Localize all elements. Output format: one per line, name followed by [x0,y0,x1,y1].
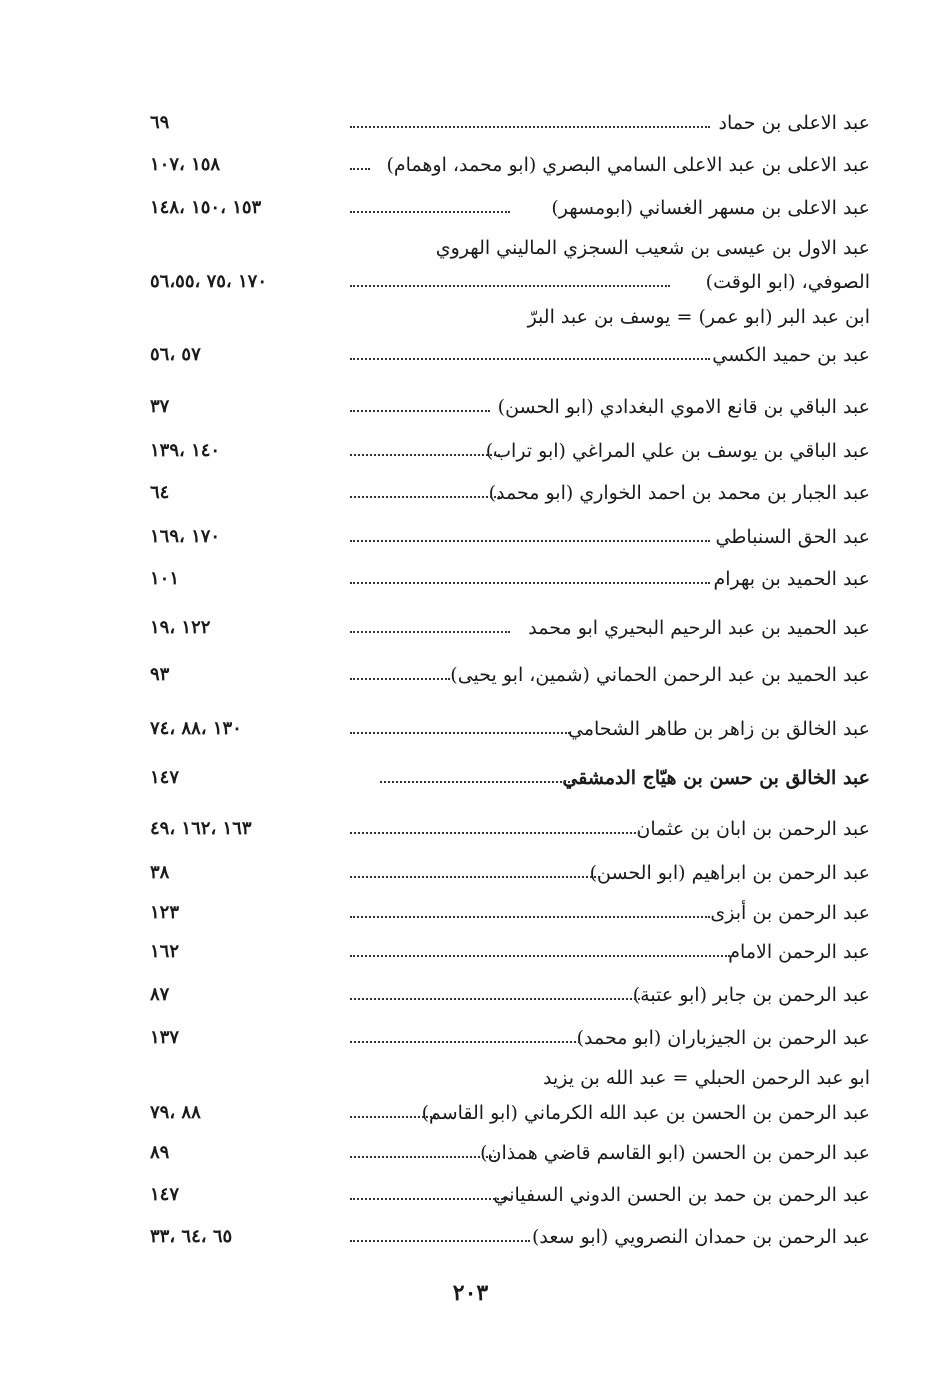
entry-name: عبد الرحمن بن ابراهيم (ابو الحسن) [589,862,870,884]
entry-name: عبد الحميد بن عبد الرحيم البحيري ابو محمد [528,617,870,639]
entry-pages: ٩٣ [150,664,170,685]
index-entry [150,390,870,424]
entry-pages: ١٥٣ ،١٥٠ ،١٤٨ [150,197,262,218]
index-entry [150,935,870,969]
entry-name: عبد الباقي بن يوسف بن علي المراغي (ابو تراب) [485,440,870,462]
entry-pages: ٨٨ ،٧٩ [150,1102,201,1123]
entry-name: عبد الرحمن بن الحسن (ابو القاسم قاضي همذان) [480,1142,870,1164]
entry-name: عبد الخالق بن زاهر بن طاهر الشحامي [568,718,870,740]
entry-name: عبد الاعلى بن حماد [718,112,870,134]
entry-pages: ٦٤ [150,482,170,503]
index-entry [150,106,870,140]
entry-name: عبد الرحمن بن جابر (ابو عتبة) [632,984,870,1006]
index-entry [150,712,870,746]
leader-dots [350,732,570,734]
index-entry [150,1220,870,1254]
leader-dots [350,285,670,287]
entry-pages: ٦٩ [150,112,170,133]
entry-name: عبد الباقي بن قانع الاموي البغدادي (ابو الحسن) [497,396,870,418]
entry-name: عبد الرحمن بن حمد بن الحسن الدوني السفياني [493,1184,870,1206]
leader-dots [350,998,640,1000]
entry-name: عبد الخالق بن حسن بن هيّاج الدمشقي [562,767,870,789]
entry-pages: ٥٧ ،٥٦ [150,344,201,365]
index-line: ابو عبد الرحمن الحبلي = عبد الله بن يزيد [543,1067,870,1089]
entry-name: عبد الجبار بن محمد بن احمد الخواري (ابو محمد) [488,482,870,504]
leader-dots [350,410,490,412]
leader-dots [350,358,710,360]
index-entry [150,338,870,372]
entry-name: عبد الرحمن الامام [728,941,870,963]
index-entry [150,761,870,795]
entry-name: عبد الاعلى بن عبد الاعلى السامي البصري (ابو محمد، اوهمام) [386,154,870,176]
entry-pages: ١٣٧ [150,1027,180,1048]
index-entry [150,265,870,299]
entry-name: عبد الحق السنباطي [715,526,870,548]
entry-name: عبد الرحمن بن الجيزباران (ابو محمد) [576,1027,870,1049]
leader-dots [350,916,710,918]
entry-name: عبد بن حميد الكسي [712,344,870,366]
leader-dots [350,211,510,213]
leader-dots [350,1116,440,1118]
index-entry [150,896,870,930]
index-entry [150,1136,870,1170]
entry-pages: ٣٧ [150,396,170,417]
leader-dots [350,454,500,456]
entry-pages: ١٦٣ ،١٦٢ ،٤٩ [150,818,252,839]
index-entry [150,520,870,554]
index-entry [150,148,870,182]
entry-name: عبد الرحمن بن حمدان النصرويي (ابو سعد) [531,1226,870,1248]
entry-pages: ١٤٠ ،١٣٩ [150,440,221,461]
index-entry [150,191,870,225]
leader-dots [350,1156,500,1158]
leader-dots [350,1041,580,1043]
leader-dots [350,1198,510,1200]
index-entry [150,611,870,645]
leader-dots [350,496,500,498]
entry-name: عبد الرحمن بن الحسن بن عبد الله الكرماني (ابو القاسم) [421,1102,870,1124]
entry-pages: ١٣٠ ،٨٨ ،٧٤ [150,718,242,739]
index-entry [150,476,870,510]
leader-dots [350,876,600,878]
leader-dots [350,955,730,957]
entry-name: عبد الرحمن بن أبزى [710,902,870,924]
entry-name: عبد الحميد بن بهرام [713,568,870,590]
entry-pages: ٣٨ [150,862,170,883]
leader-dots [350,631,510,633]
entry-pages: ١٧٠ ،٧٥ ،٥٦،٥٥ [150,271,267,292]
entry-pages: ١٦٢ [150,941,180,962]
entry-pages: ١٥٨ ،١٠٧ [150,154,221,175]
entry-pages: ١٢٣ [150,902,180,923]
leader-dots [380,781,570,783]
leader-dots [350,1240,530,1242]
leader-dots [350,582,710,584]
index-entry [150,434,870,468]
index-entry [150,1096,870,1130]
leader-dots [350,126,710,128]
index-entry [150,856,870,890]
entry-name: الصوفي، (ابو الوقت) [705,271,870,293]
index-entry [150,978,870,1012]
index-entry [150,812,870,846]
entry-pages: ٨٧ [150,984,170,1005]
entry-pages: ١٤٧ [150,1184,180,1205]
leader-dots [350,678,450,680]
entry-name: عبد الحميد بن عبد الرحمن الحماني (شمين، ابو يحيى) [450,664,870,686]
entry-pages: ١٤٧ [150,767,180,788]
index-entry [150,658,870,692]
index-entry [150,1178,870,1212]
entry-pages: ١٧٠ ،١٦٩ [150,526,221,547]
index-line: ابن عبد البر (ابو عمر) = يوسف بن عبد البرّ [527,306,870,328]
entry-name: عبد الاعلى بن مسهر الغساني (ابومسهر) [551,197,870,219]
leader-dots [350,832,640,834]
entry-pages: ٨٩ [150,1142,170,1163]
entry-name: عبد الرحمن بن ابان بن عثمان [636,818,870,840]
entry-pages: ٦٥ ،٦٤ ،٣٣ [150,1226,233,1247]
leader-dots [350,540,710,542]
page-number: ٢٠٣ [452,1280,489,1306]
leader-dots [350,168,370,170]
entry-pages: ١٢٢ ،١٩ [150,617,211,638]
entry-pages: ١٠١ [150,568,180,589]
index-entry [150,1021,870,1055]
index-entry [150,562,870,596]
index-line: عبد الاول بن عيسى بن شعيب السجزي الماليني الهروي [435,237,870,259]
